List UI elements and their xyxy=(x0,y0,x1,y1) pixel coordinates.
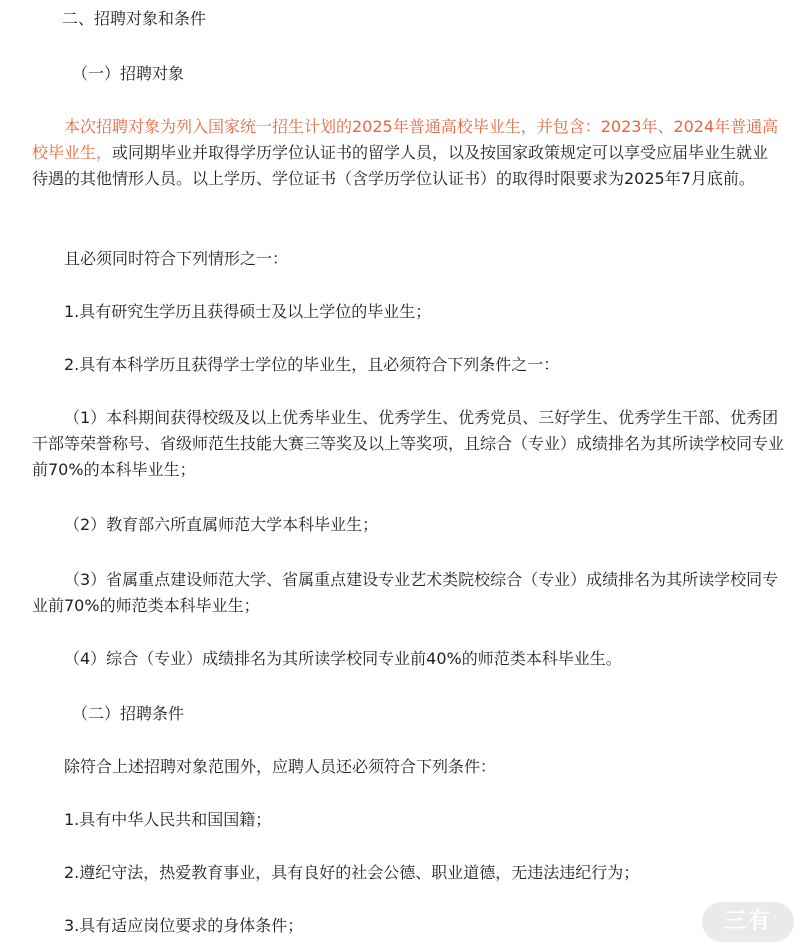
sub-list-item-1: （1）本科期间获得校级及以上优秀毕业生、优秀学生、优秀党员、三好学生、优秀学生干部、优秀团干部等荣誉称号、省级师范生技能大赛三等奖及以上等奖项，且综合（专业）成绩排名为其所读学校同专业前70%的本科毕业生； xyxy=(32,408,785,479)
section-title: 二、招聘对象和条件 xyxy=(62,9,207,28)
list-item-2: 2.具有本科学历且获得学士学位的毕业生，且必须符合下列条件之一： xyxy=(64,355,560,374)
sub-list-item-4: （4）综合（专业）成绩排名为其所读学校同专业前40%的师范类本科毕业生。 xyxy=(64,649,622,668)
condition-item-1: 1.具有中华人民共和国国籍； xyxy=(64,810,272,829)
paragraph-conditions-intro: 且必须同时符合下列情形之一： xyxy=(64,249,289,268)
sub-list-item-3: （3）省属重点建设师范大学、省属重点建设专业艺术类院校综合（专业）成绩排名为其所读学校同专业前70%的师范类本科毕业生； xyxy=(32,570,779,615)
list-item-1: 1.具有研究生学历且获得硕士及以上学位的毕业生； xyxy=(64,302,432,321)
highlighted-text: 本次招聘对象为列入国家统一招生计划的2025年普通高校毕业生，并包含：2023年、2024年普通高校毕业生， xyxy=(32,117,779,162)
paragraph-targets xyxy=(32,114,784,192)
paragraph-conditions: 除符合上述招聘对象范围外，应聘人员还必须符合下列条件： xyxy=(64,757,497,776)
sub-list-item-2: （2）教育部六所直属师范大学本科毕业生； xyxy=(64,515,379,534)
watermark-logo: 三有 xyxy=(702,902,794,942)
condition-item-2: 2.遵纪守法，热爱教育事业，具有良好的社会公德、职业道德，无违法违纪行为； xyxy=(64,863,640,882)
condition-item-3: 3.具有适应岗位要求的身体条件； xyxy=(64,916,304,935)
subsection-title-targets: （一）招聘对象 xyxy=(72,64,185,83)
paragraph-text: 或同期毕业并取得学历学位认证书的留学人员，以及按国家政策规定可以享受应届毕业生就业待遇的其他情形人员。以上学历、学位证书（含学历学位认证书）的取得时限要求为2025年7月底前。 xyxy=(32,143,769,188)
subsection-title-conditions: （二）招聘条件 xyxy=(72,704,185,723)
